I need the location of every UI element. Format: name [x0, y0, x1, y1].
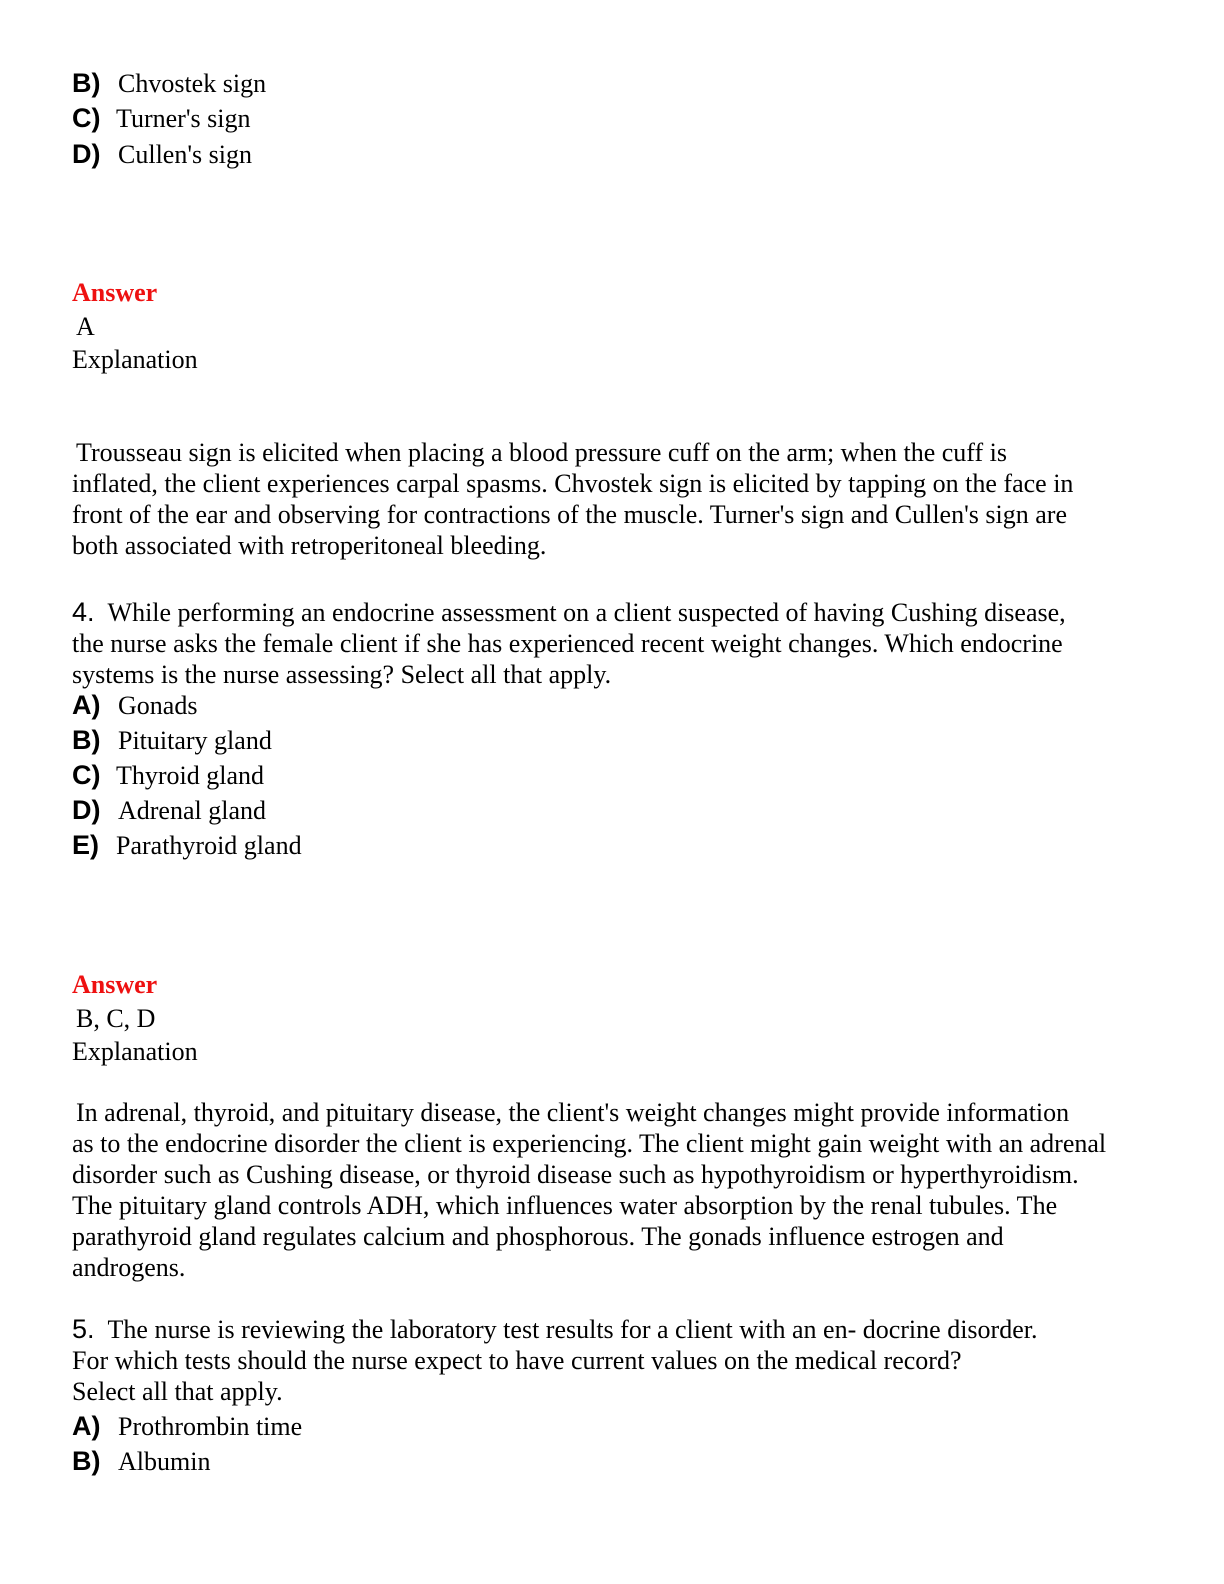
- option-b: [72, 1446, 210, 1477]
- option-b: [72, 68, 266, 99]
- option-letter: B): [72, 1446, 101, 1476]
- question-line: the nurse asks the female client if she has experienced recent weight changes. Which endocrine: [72, 629, 1063, 658]
- option-text: Thyroid gland: [116, 761, 265, 790]
- question-number: 4.: [72, 597, 95, 627]
- option-text: Chvostek sign: [118, 69, 267, 98]
- question-number: 5.: [72, 1314, 95, 1344]
- explanation-label: Explanation: [72, 345, 198, 374]
- option-text: Adrenal gland: [118, 796, 267, 825]
- answer-label: Answer: [72, 970, 158, 999]
- question-line: The nurse is reviewing the laboratory test results for a client with an en- docrine disorder.: [107, 1315, 1038, 1344]
- explanation-text: [72, 437, 1152, 561]
- option-letter: A): [72, 690, 101, 720]
- option-letter: B): [72, 68, 101, 98]
- explanation-text: [72, 1097, 1152, 1283]
- option-text: Turner's sign: [116, 104, 251, 133]
- explanation-line: parathyroid gland regulates calcium and phosphorous. The gonads influence estrogen and: [72, 1222, 1004, 1251]
- option-letter: A): [72, 1411, 101, 1441]
- option-d: [72, 139, 252, 170]
- explanation-line: androgens.: [72, 1253, 186, 1282]
- explanation-line: In adrenal, thyroid, and pituitary disease, the client's weight changes might provide information: [76, 1098, 1070, 1127]
- option-letter: B): [72, 725, 101, 755]
- question-4: [72, 597, 1152, 690]
- option-c: [72, 760, 264, 791]
- question-line: systems is the nurse assessing? Select all that apply.: [72, 660, 612, 689]
- option-letter: C): [72, 103, 101, 133]
- option-d: [72, 795, 266, 826]
- answer-label: Answer: [72, 278, 158, 307]
- answer-value: A: [76, 312, 95, 341]
- option-e: [72, 830, 302, 861]
- option-letter: C): [72, 760, 101, 790]
- option-c: [72, 103, 250, 134]
- answer-value: B, C, D: [76, 1004, 156, 1033]
- option-letter: E): [72, 830, 99, 860]
- explanation-label: Explanation: [72, 1037, 198, 1066]
- question-line: For which tests should the nurse expect to have current values on the medical record?: [72, 1346, 962, 1375]
- option-text: Cullen's sign: [118, 140, 252, 169]
- explanation-line: disorder such as Cushing disease, or thyroid disease such as hypothyroidism or hyperthyroidism.: [72, 1160, 1079, 1189]
- option-b: [72, 725, 272, 756]
- explanation-line: both associated with retroperitoneal bleeding.: [72, 531, 547, 560]
- explanation-line: front of the ear and observing for contractions of the muscle. Turner's sign and Cullen's sign are: [72, 500, 1067, 529]
- explanation-line: The pituitary gland controls ADH, which influences water absorption by the renal tubules. The: [72, 1191, 1058, 1220]
- option-text: Pituitary gland: [118, 726, 272, 755]
- question-line: While performing an endocrine assessment on a client suspected of having Cushing disease,: [107, 598, 1066, 627]
- explanation-line: as to the endocrine disorder the client is experiencing. The client might gain weight with an adrenal: [72, 1129, 1107, 1158]
- explanation-line: inflated, the client experiences carpal spasms. Chvostek sign is elicited by tapping on the face in: [72, 469, 1074, 498]
- question-5: [72, 1314, 1152, 1407]
- option-letter: D): [72, 139, 101, 169]
- explanation-line: Trousseau sign is elicited when placing a blood pressure cuff on the arm; when the cuff is: [76, 438, 1007, 467]
- option-text: Gonads: [118, 691, 198, 720]
- option-text: Prothrombin time: [118, 1412, 303, 1441]
- option-letter: D): [72, 795, 101, 825]
- question-line: Select all that apply.: [72, 1377, 283, 1406]
- option-text: Parathyroid gland: [116, 831, 302, 860]
- option-a: [72, 690, 197, 721]
- option-text: Albumin: [118, 1447, 211, 1476]
- option-a: [72, 1411, 302, 1442]
